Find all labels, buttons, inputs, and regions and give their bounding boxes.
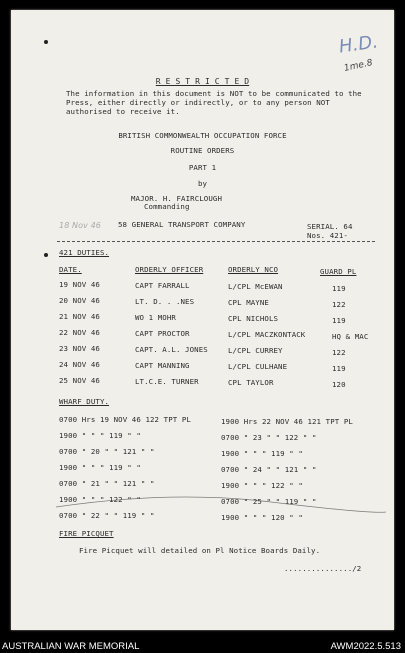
footer-bar xyxy=(0,633,405,653)
orders-title: ROUTINE ORDERS xyxy=(170,146,235,155)
handwritten-date: 18 Nov 46 xyxy=(59,221,101,230)
table-cell: 120 xyxy=(332,380,346,389)
wharf-row: 0700 " 24 " " 121 " " xyxy=(221,465,317,474)
fire-picquet-text: Fire Picquet will detailed on Pl Notice Boards Daily. xyxy=(79,546,321,555)
officer-name: MAJOR. H. FAIRCLOUGH xyxy=(131,194,222,203)
table-cell: L/CPL McEWAN xyxy=(228,282,283,291)
by-label: by xyxy=(197,179,208,188)
table-cell: 122 xyxy=(332,348,346,357)
handwritten-stamp: H.D. xyxy=(337,31,380,58)
table-cell: 20 NOV 46 xyxy=(59,296,100,305)
table-cell: 22 NOV 46 xyxy=(59,328,100,337)
wharf-row: 1900 " " " 119 " " xyxy=(59,431,141,440)
handwritten-ref: 1me.8 xyxy=(343,58,374,74)
table-cell: 19 NOV 46 xyxy=(59,280,100,289)
duties-heading: 421 DUTIES. xyxy=(59,248,110,257)
column-header-nco: ORDERLY NCO xyxy=(228,265,279,274)
force-title: BRITISH COMMONWEALTH OCCUPATION FORCE xyxy=(118,131,287,140)
table-cell: L/CPL CURREY xyxy=(228,346,283,355)
table-cell: LT. D. . .NES xyxy=(135,297,195,306)
table-cell: 24 NOV 46 xyxy=(59,360,100,369)
table-cell: CAPT PROCTOR xyxy=(135,329,190,338)
part-title: PART 1 xyxy=(188,163,217,172)
column-header-date: DATE. xyxy=(59,265,82,274)
continued-marker: .............../2 xyxy=(284,564,362,573)
order-numbers: Nos. 421- xyxy=(307,231,348,240)
notice-line: Press, either directly or indirectly, or to any person NOT xyxy=(66,98,330,107)
wharf-row: 0700 " 20 " " 121 " " xyxy=(59,447,155,456)
table-cell: CPL MAYNE xyxy=(228,298,269,307)
wharf-row: 1900 " " " 119 " " xyxy=(221,449,303,458)
wharf-row: 1900 " " " 122 " " xyxy=(59,495,141,504)
wharf-row: 0700 Hrs 19 NOV 46 122 TPT PL xyxy=(59,415,191,424)
table-cell: CAPT. A.L. JONES xyxy=(135,345,208,354)
table-cell: 119 xyxy=(332,316,346,325)
wharf-row: 1900 " " " 120 " " xyxy=(221,513,303,522)
table-cell: 119 xyxy=(332,364,346,373)
table-cell: CAPT MANNING xyxy=(135,361,190,370)
wharf-row: 1900 Hrs 22 NOV 46 121 TPT PL xyxy=(221,417,353,426)
table-cell: 25 NOV 46 xyxy=(59,376,100,385)
restricted-heading: R E S T R I C T E D xyxy=(155,77,250,86)
notice-line: The information in this document is NOT to be communicated to the xyxy=(66,89,362,98)
column-header-officer: ORDERLY OFFICER xyxy=(135,265,204,274)
table-cell: 23 NOV 46 xyxy=(59,344,100,353)
wharf-row: 0700 " 22 " " 119 " " xyxy=(59,511,155,520)
wharf-heading: WHARF DUTY. xyxy=(59,397,110,406)
wharf-row: 1900 " " " 122 " " xyxy=(221,481,303,490)
wharf-row: 0700 " 21 " " 121 " " xyxy=(59,479,155,488)
table-cell: CPL TAYLOR xyxy=(228,378,274,387)
table-cell: WO 1 MOHR xyxy=(135,313,176,322)
table-cell: 119 xyxy=(332,284,346,293)
table-cell: 122 xyxy=(332,300,346,309)
wharf-row: 0700 " 25 " " 119 " " xyxy=(221,497,317,506)
wharf-row: 0700 " 23 " " 122 " " xyxy=(221,433,317,442)
table-cell: LT.C.E. TURNER xyxy=(135,377,199,386)
commanding-label: Commanding xyxy=(144,202,190,211)
column-header-guard: GUARD PL xyxy=(320,267,357,276)
wharf-row: 1900 " " " 119 " " xyxy=(59,463,141,472)
fire-picquet-heading: FIRE PICQUET xyxy=(59,529,114,538)
document-page xyxy=(11,10,394,630)
table-cell: L/CPL MACZKONTACK xyxy=(228,330,306,339)
table-cell: HQ & MAC xyxy=(332,332,369,341)
table-cell: CAPT FARRALL xyxy=(135,281,190,290)
table-cell: L/CPL CULHANE xyxy=(228,362,288,371)
footer-source: AUSTRALIAN WAR MEMORIAL xyxy=(2,641,140,652)
serial-number: SERIAL. 64 xyxy=(307,222,353,231)
company-name: 58 GENERAL TRANSPORT COMPANY xyxy=(118,220,246,229)
table-cell: CPL NICHOLS xyxy=(228,314,279,323)
notice-line: authorised to receive it. xyxy=(66,107,180,116)
footer-accession: AWM2022.5.513 xyxy=(330,641,401,652)
table-cell: 21 NOV 46 xyxy=(59,312,100,321)
